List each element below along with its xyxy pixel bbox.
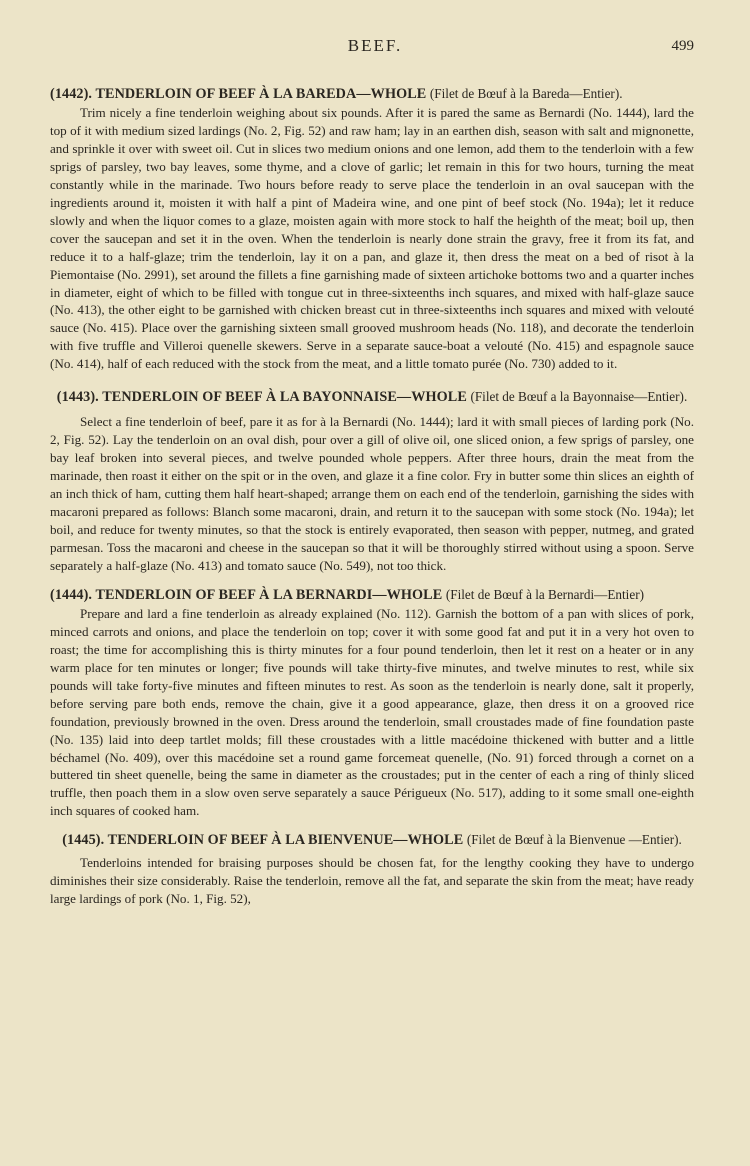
recipe-title-main: (1443). TENDERLOIN OF BEEF À LA BAYONNAISE—WHOLE <box>56 389 467 406</box>
recipe-body: Tenderloins intended for braising purposes should be chosen fat, for the lengthy cooking they have to undergo diminishes their size considerably. Raise the tenderloin, remove all the fat, and separate the skin from the meat; have ready large lardings of pork (No. 1, Fig. 52), <box>50 855 694 907</box>
recipe-body: Select a fine tenderloin of beef, pare it as for à la Bernardi (No. 1444); lard it with small pieces of larding pork (No. 2, Fig. 52). Lay the tenderloin on an oval dish, pour over a gill of olive oil, one sliced onion, a few sprigs of parsley, one bay leaf broken into several pieces, and twelve pounded whole peppers. After three hours, drain the meat from the marinade, then roast it either on the spit or in the oven, and glaze it a fine color. Fry in butter some thin slices an eighth of an inch thick of ham, cutting them half heart-shaped; arrange them on each end of the tenderloin, garnishing the sides with macaroni prepared as follows: Blanch some macaroni, drain, and return it to the saucepan with some stock (No. 194a); let boil, and reduce for twenty minutes, so that the stock is entirely evaporated, then season with pepper, nutmeg, and grated parmesan. Toss the macaroni and cheese in the saucepan so that it will be thoroughly stirred without using a spoon. Serve separately a half-glaze (No. 413) and tomato sauce (No. 549), not too thick. <box>50 414 694 573</box>
recipe-1445 <box>50 830 694 908</box>
recipe-body: Prepare and lard a fine tenderloin as already explained (No. 112). Garnish the bottom of a pan with slices of pork, minced carrots and onions, and place the tenderloin on top; cover it with some good fat and put it in a very hot oven to roast; the time for accomplishing this is thirty minutes for a four pound tenderloin, then let it rest on a heater or in any warm place for ten minutes or longer; five pounds will take thirty-five minutes, and twelve minutes to rest, while six pounds will take forty-five minutes and fifteen minutes to rest. As soon as the tenderloin is nearly done, salt it properly, before serving pare both ends, remove the chain, give it a good appearance, glaze, then dress it on a grooved rice foundation, previously browned in the oven. Dress around the tenderloin, small croustades made of fine foundation paste (No. 135) laid into deep tartlet molds; fill these croustades with a little macédoine thickened with butter and a little béchamel (No. 409), over this macédoine set a round game forcemeat quenelle, (No. 91) forced through a cornet on a buttered tin sheet quenelle, being the same in diameter as the croustades; put in the center of each a ring of thinly sliced truffle, then poach them in a slow oven serve separately a sauce Périgueux (No. 517), adding to it some small one-eighth inch squares of cooked ham. <box>50 605 694 819</box>
recipe-body: Trim nicely a fine tenderloin weighing about six pounds. After it is pared the same as Bernardi (No. 1444), lard the top of it with medium sized lardings (No. 2, Fig. 52) and raw ham; lay in an earthen dish, season with salt and mignonette, and sprinkle it over with sweet oil. Cut in slices two medium onions and one lemon, add them to the tenderloin with a few sprigs of parsley, two bay leaves, some thyme, and a clove of garlic; let remain in this for two hours, turning the meat constantly while in the marinade. Two hours before ready to serve place the tenderloin in an oval saucepan with the ingredients around it, moisten it with half a pint of Madeira wine, and one pint of beef stock (No. 194a); let it reduce slowly and when the liquor comes to a glaze, moisten again with more stock to half the heighth of the meat; boil up, then cover the saucepan and set it in the oven. When the tenderloin is nearly done strain the gravy, free it from its fat, and reduce it to a half-glaze; trim the tenderloin, lay it on a pan, and glaze it, then dress the meat on a bed of risot à la Piemontaise (No. 2991), set around the fillets a fine garnishing made of sixteen artichoke bottoms two and a quarter inches in diameter, eight of which to be filled with tongue cut in three-sixteenths inch squares, and mixed with half-glaze sauce (No. 413), the other eight to be garnished with chicken breast cut in three-sixteenths inch squares and mixed with velouté sauce (No. 415). Place over the garnishing sixteen small grooved mushroom heads (No. 118), and decorate the tenderloin with five truffle and Villeroi quenelle skewers. Serve in a separate sauce-boat a velouté (No. 415) and espagnole sauce (No. 414), half of each reduced with the stock from the meat, and a little tomato purée (No. 730) added to it. <box>50 105 694 372</box>
recipe-title <box>50 387 694 407</box>
recipe-1443 <box>50 387 694 575</box>
recipe-title-french: (Filet de Bœuf à la Bernardi—Entier) <box>445 586 644 602</box>
running-head <box>0 36 750 56</box>
page-number: 499 <box>671 38 694 54</box>
recipe-title-main: (1445). TENDERLOIN OF BEEF À LA BIENVENUE—WHOLE <box>62 832 464 849</box>
recipe-title <box>50 84 694 104</box>
recipe-title <box>50 585 694 605</box>
running-title: BEEF. <box>347 36 403 55</box>
recipe-title-french: (Filet de Bœuf à la Bareda—Entier). <box>429 86 623 101</box>
page-content <box>50 84 694 918</box>
recipe-title-main: (1444). TENDERLOIN OF BEEF À LA BERNARDI—WHOLE <box>50 586 443 603</box>
recipe-title-main: (1442). TENDERLOIN OF BEEF À LA BAREDA—WHOLE <box>50 86 427 102</box>
recipe-title <box>50 830 694 850</box>
recipe-title-french: (Filet de Bœuf à la Bienvenue —Entier). <box>466 832 682 848</box>
recipe-title-french: (Filet de Bœuf a la Bayonnaise—Entier). <box>470 389 688 405</box>
recipe-1442 <box>50 84 694 373</box>
recipe-1444 <box>50 585 694 820</box>
